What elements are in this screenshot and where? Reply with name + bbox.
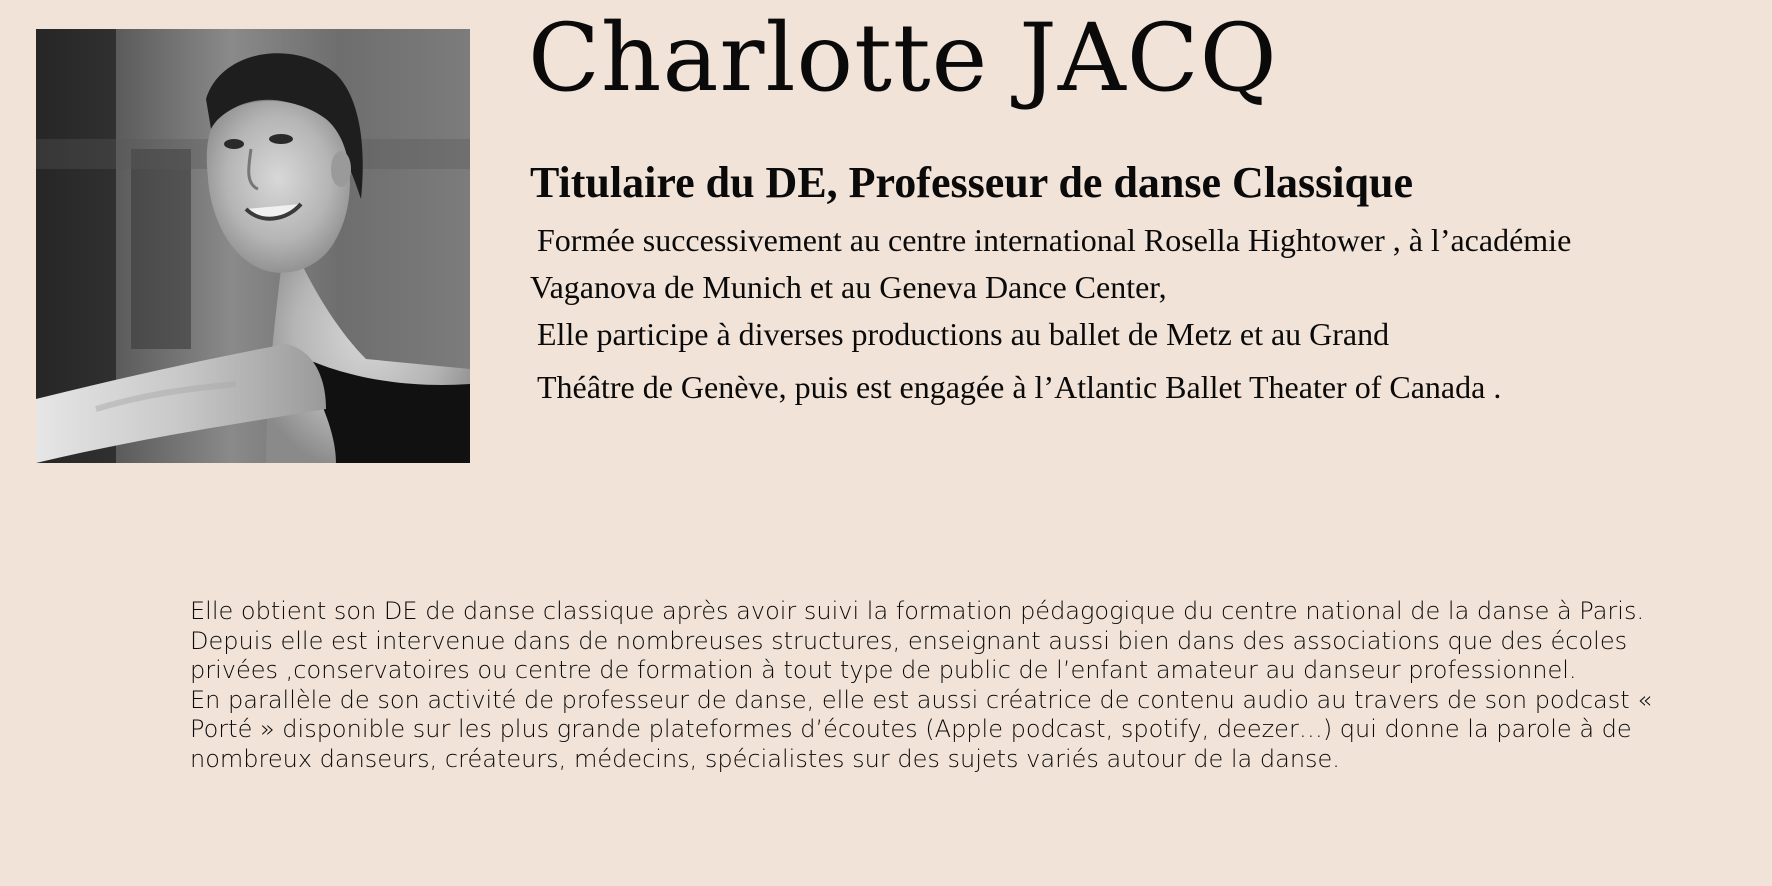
description-line: privées ,conservatoires ou centre de formation à tout type de public de l’enfant amateur au danseur professionnel. (190, 656, 1577, 684)
bio-line-3: Elle participe à diverses productions au ballet de Metz et au Grand (537, 316, 1390, 352)
profile-subtitle: Titulaire du DE, Professeur de danse Classique (530, 158, 1413, 207)
description-line: Porté » disponible sur les plus grande plateformes d’écoutes (Apple podcast, spotify, deezer…) qui donne la parole à de (190, 715, 1632, 743)
description-line: nombreux danseurs, créateurs, médecins, spécialistes sur des sujets variés autour de la danse. (190, 744, 1340, 773)
description-paragraph (190, 597, 1650, 774)
bio-line-2: Vaganova de Munich et au Geneva Dance Center, (530, 269, 1167, 305)
description-line: Elle obtient son DE de danse classique après avoir suivi la formation pédagogique du centre national de la danse à Paris. (190, 597, 1645, 625)
description-line: En parallèle de son activité de professeur de danse, elle est aussi créatrice de contenu audio au travers de son podcast « (190, 685, 1652, 714)
bio-line-1: Formée successivement au centre international Rosella Hightower , à l’académie (537, 222, 1572, 258)
profile-name: Charlotte JACQ (528, 4, 1278, 113)
bio-line-4: Théâtre de Genève, puis est engagée à l’Atlantic Ballet Theater of Canada . (537, 369, 1502, 405)
portrait-photo (36, 29, 470, 463)
description-line: Depuis elle est intervenue dans de nombreuses structures, enseignant aussi bien dans des associations que des écoles (190, 626, 1628, 655)
portrait-photo-icon (36, 29, 470, 463)
